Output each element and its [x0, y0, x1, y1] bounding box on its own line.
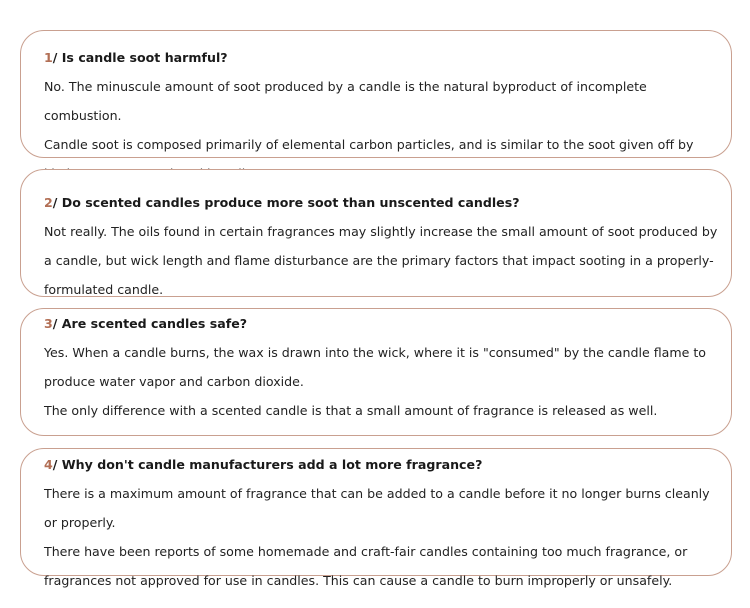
faq-answer-paragraph: No. The minuscule amount of soot produced by a candle is the natural byproduct of incomplete combustion. — [44, 79, 647, 123]
faq-answer-paragraph: There is a maximum amount of fragrance that can be added to a candle before it no longer burns cleanly or properly. — [44, 486, 710, 530]
faq-question-text: Is candle soot harmful? — [61, 50, 228, 65]
faq-separator: / — [52, 50, 62, 65]
faq-question — [44, 309, 731, 338]
faq-question-text: Do scented candles produce more soot than unscented candles? — [61, 195, 520, 210]
faq-number: 4 — [44, 457, 53, 472]
faq-question — [44, 188, 731, 217]
faq-answer — [44, 217, 731, 304]
faq-answer-paragraph: Yes. When a candle burns, the wax is drawn into the wick, where it is "consumed" by the candle flame to produce water vapor and carbon dioxide. — [44, 345, 707, 389]
faq-question-text: Why don't candle manufacturers add a lot more fragrance? — [61, 457, 483, 472]
faq-question-text: Are scented candles safe? — [61, 316, 248, 331]
faq-question — [44, 43, 731, 72]
faq-card-4 — [20, 448, 732, 588]
faq-separator: / — [52, 457, 62, 472]
faq-number: 2 — [44, 195, 53, 210]
faq-separator: / — [52, 195, 62, 210]
faq-answer-paragraph: There have been reports of some homemade and craft-fair candles containing too much fragrance, or fragrances not approved for use in candles. This can cause a candle to burn improperly or unsafely. — [44, 544, 688, 588]
faq-question — [44, 450, 731, 479]
faq-separator: / — [52, 316, 62, 331]
faq-card-3 — [20, 308, 732, 436]
faq-number: 3 — [44, 316, 53, 331]
faq-answer — [44, 338, 731, 425]
faq-answer-paragraph: Not really. The oils found in certain fragrances may slightly increase the small amount of soot produced by a candle, but wick length and flame disturbance are the primary factors that impact sooting in a properly-formulated candle. — [44, 224, 718, 297]
faq-answer — [44, 479, 731, 595]
faq-number: 1 — [44, 50, 53, 65]
faq-card-1 — [20, 30, 732, 158]
faq-card-2 — [20, 169, 732, 297]
faq-answer-paragraph: The only difference with a scented candle is that a small amount of fragrance is released as well. — [44, 403, 658, 418]
faq-answer-paragraph: Candle soot is composed primarily of elemental carbon particles, and is similar to the soot given off by — [44, 137, 694, 152]
